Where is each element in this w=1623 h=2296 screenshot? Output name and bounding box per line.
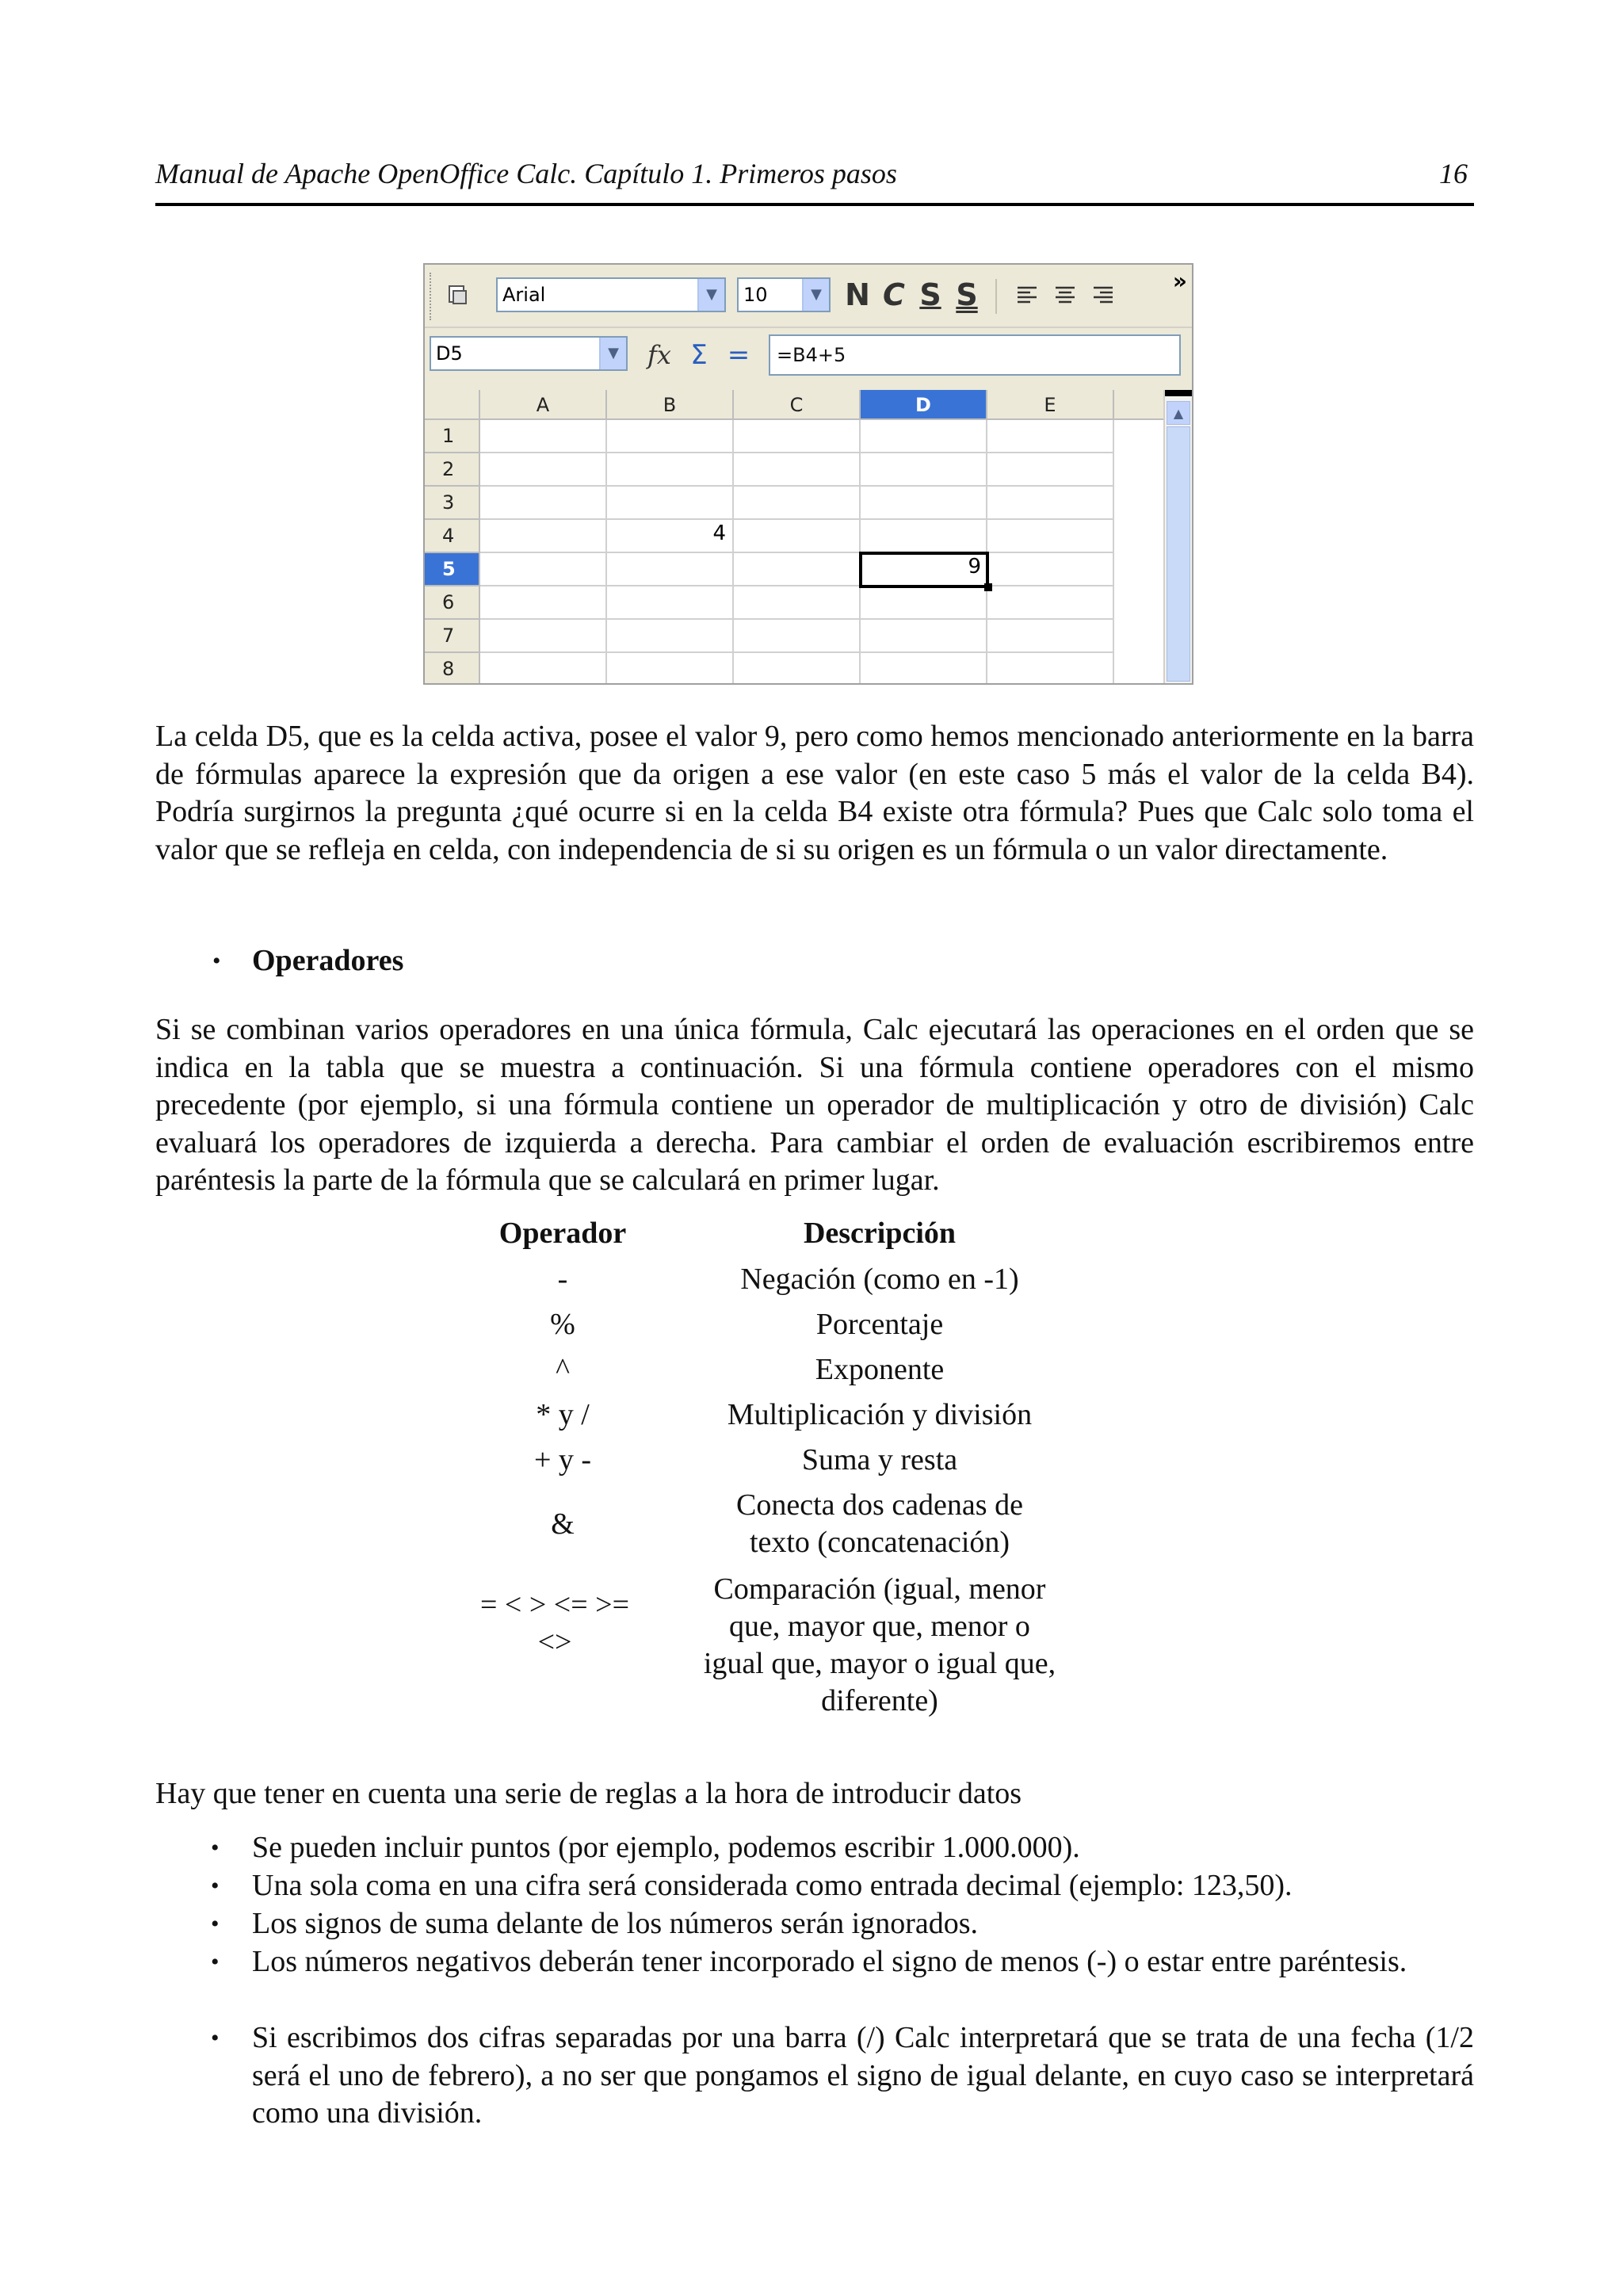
align-left-icon[interactable] <box>1011 279 1043 311</box>
align-right-icon[interactable] <box>1087 279 1119 311</box>
bullet-icon: • <box>211 1873 220 1899</box>
spreadsheet-grid <box>425 390 1192 685</box>
row-header-2[interactable]: 2 <box>425 453 480 487</box>
row-header-1[interactable]: 1 <box>425 420 480 453</box>
column-header-d[interactable]: D <box>861 390 987 420</box>
grid-line <box>480 485 1114 487</box>
table-header-operator: Operador <box>498 1217 627 1250</box>
fill-handle[interactable] <box>984 583 992 591</box>
chevron-down-icon[interactable]: ▼ <box>802 279 829 311</box>
list-item-text: Los signos de suma delante de los números serán ignorados. <box>252 1907 979 1940</box>
underline-button[interactable]: S <box>919 277 941 312</box>
operator-cell: * y / <box>536 1398 590 1431</box>
paragraph-1: La celda D5, que es la celda activa, posee el valor 9, pero como hemos mencionado anteriormente en la barra de fórmulas aparece la expresión que da origen a ese valor (en este caso 5 más el valor de la celda B4). Podría surgirnos la pregunta ¿qué ocurre si en la celda B4 existe otra fórmula? Pues que Calc solo toma el valor que se refleja en celda, con independencia de si su origen es un fórmula o un valor directamente. <box>155 720 1474 866</box>
bold-button[interactable]: N <box>845 277 870 312</box>
vertical-scrollbar[interactable] <box>1163 390 1192 685</box>
description-cell: Multiplicación y división <box>727 1398 1033 1431</box>
section-title: Operadores <box>252 944 404 977</box>
row-header-7[interactable]: 7 <box>425 620 480 653</box>
operator-cell: & <box>551 1507 575 1541</box>
paragraph-2: Si se combinan varios operadores en una única fórmula, Calc ejecutará las operaciones en el orden que se indica en la tabla que se muestra a continuación. Si una fórmula contiene operadores con el mismo precedente (por ejemplo, si una fórmula contiene un operador de multiplicación y otro de división) Calc evaluará los operadores de izquierda a derecha. Para cambiar el orden de evaluación escribiremos entre paréntesis la parte de la fórmula que se calculará en primer lugar. <box>155 1013 1474 1197</box>
formula-value: =B4+5 <box>777 344 846 366</box>
list-item-text: Los números negativos deberán tener incorporado el signo de menos (-) o estar entre paréntesis. <box>252 1945 1407 1978</box>
row-header-8[interactable]: 8 <box>425 653 480 685</box>
cell-b4[interactable]: 4 <box>712 521 726 545</box>
description-cell: Comparación (igual, menor que, mayor que, menor o igual que, mayor o igual que, diferente) <box>703 1572 1056 1717</box>
operator-cell: - <box>557 1263 568 1296</box>
table-header-description: Descripción <box>803 1217 957 1250</box>
paragraph-3: Hay que tener en cuenta una serie de reglas a la hora de introducir datos <box>155 1777 1022 1810</box>
bullet-icon: • <box>211 1835 220 1861</box>
toolbar-grip <box>430 273 434 320</box>
list-item-text: Se pueden incluir puntos (por ejemplo, podemos escribir 1.000.000). <box>252 1831 1080 1864</box>
name-box-value: D5 <box>436 342 463 365</box>
formula-bar <box>425 328 1192 385</box>
column-header-c[interactable]: C <box>734 390 861 420</box>
font-name-value: Arial <box>502 284 546 306</box>
font-size-select[interactable] <box>737 277 831 312</box>
grid-line <box>480 618 1114 620</box>
grid-line <box>480 518 1114 520</box>
cell-d5: 9 <box>968 555 981 579</box>
bullet-icon: • <box>211 1949 220 1975</box>
corner-header[interactable] <box>425 390 480 420</box>
row-header-3[interactable]: 3 <box>425 487 480 520</box>
align-center-icon[interactable] <box>1049 279 1081 311</box>
page-number: 16 <box>1439 158 1468 189</box>
operator-cell: % <box>550 1308 575 1341</box>
font-size-value: 10 <box>743 284 768 306</box>
sum-icon[interactable]: Σ <box>690 339 708 371</box>
function-wizard-icon[interactable]: fx <box>647 340 671 370</box>
chevron-down-icon[interactable]: ▼ <box>599 338 626 369</box>
row-header-6[interactable]: 6 <box>425 586 480 620</box>
styles-icon[interactable] <box>442 279 474 311</box>
double-underline-button[interactable]: S <box>956 277 978 312</box>
scroll-up-icon[interactable]: ▲ <box>1167 401 1190 425</box>
row-header-5[interactable]: 5 <box>425 553 480 586</box>
grid-line <box>480 452 1114 453</box>
operator-cell: ^ <box>556 1353 570 1386</box>
italic-button[interactable]: C <box>883 277 905 312</box>
description-cell: Exponente <box>815 1353 945 1386</box>
bullet-icon: • <box>211 2025 220 2051</box>
page-header <box>155 152 1474 206</box>
grid-line <box>480 585 1114 586</box>
list-item-text: Si escribimos dos cifras separadas por una barra (/) Calc interpretará que se trata de una fecha (1/2 será el uno de febrero), a no ser que pongamos el signo de igual delante, en cuyo caso se interpretará como una división. <box>252 2021 1474 2130</box>
scrollbar-thumb[interactable] <box>1167 426 1190 682</box>
column-header-e[interactable]: E <box>987 390 1114 420</box>
description-cell: Suma y resta <box>801 1443 958 1477</box>
list-item-text: Una sola coma en una cifra será considerada como entrada decimal (ejemplo: 123,50). <box>252 1869 1293 1902</box>
column-header-f[interactable] <box>1114 390 1165 420</box>
equals-icon[interactable]: = <box>727 339 750 371</box>
bullet-icon: • <box>211 1911 220 1937</box>
formatting-toolbar <box>425 265 1192 328</box>
scrollbar-edge <box>1165 390 1192 396</box>
font-name-select[interactable] <box>496 277 726 312</box>
bullet-icon: • <box>212 948 221 974</box>
operator-cell: + y - <box>533 1443 592 1477</box>
description-cell: Negación (como en -1) <box>740 1263 1019 1296</box>
chevron-down-icon[interactable]: ▼ <box>697 279 724 311</box>
column-header-b[interactable]: B <box>607 390 734 420</box>
description-cell: Conecta dos cadenas de texto (concatenación) <box>736 1488 1023 1559</box>
column-header-a[interactable]: A <box>480 390 607 420</box>
header-title: Manual de Apache OpenOffice Calc. Capítulo 1. Primeros pasos <box>155 158 897 189</box>
name-box[interactable] <box>430 336 628 371</box>
toolbar-separator <box>995 279 997 314</box>
calc-screenshot <box>423 263 1193 685</box>
description-cell: Porcentaje <box>815 1308 944 1341</box>
operator-cell: = < > <= >= <> <box>479 1588 629 1659</box>
grid-line <box>480 552 1114 553</box>
grid-line <box>480 651 1114 653</box>
formula-input[interactable] <box>769 334 1181 376</box>
row-header-4[interactable]: 4 <box>425 520 480 553</box>
more-options-icon[interactable]: » <box>1172 268 1187 294</box>
